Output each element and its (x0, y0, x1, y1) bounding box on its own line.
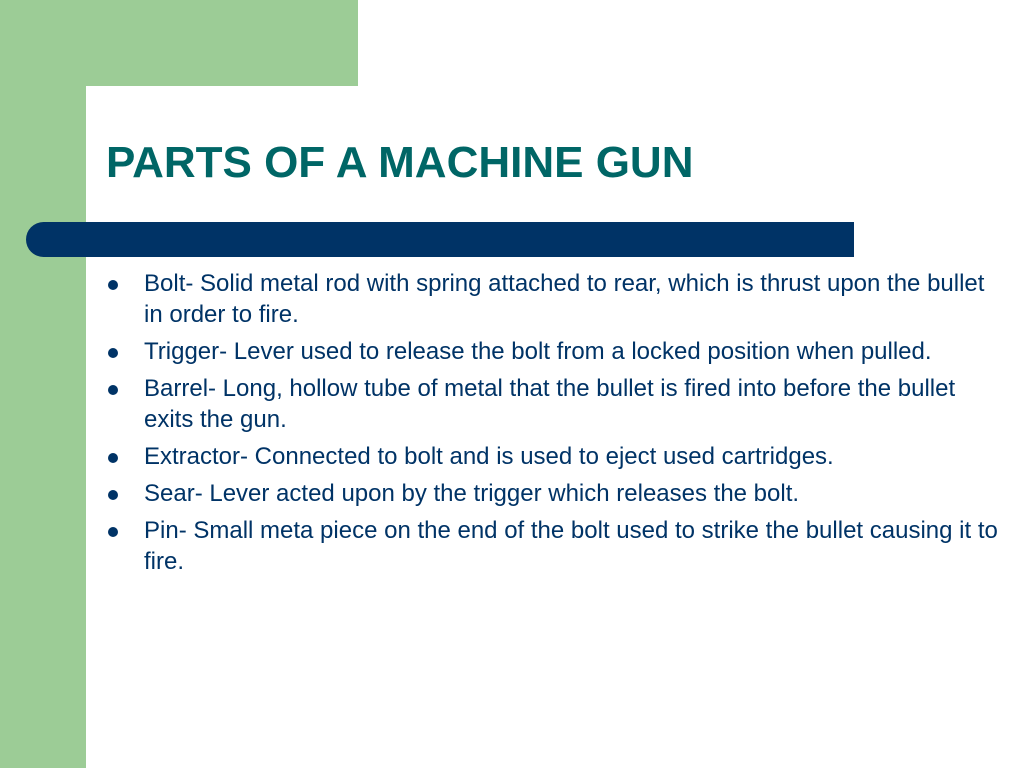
bullet-dot-icon (108, 527, 118, 537)
bullet-text: Extractor- Connected to bolt and is used to eject used cartridges. (144, 443, 834, 470)
bullet-dot-icon (108, 385, 118, 395)
bullet-item-extractor (106, 441, 1006, 472)
bullet-dot-icon (108, 348, 118, 358)
green-frame-left (0, 0, 86, 768)
bullet-text: Trigger- Lever used to release the bolt from a locked position when pulled. (144, 338, 932, 365)
bullet-item-barrel (106, 373, 1006, 435)
bullet-item-bolt (106, 268, 1006, 330)
bullet-dot-icon (108, 453, 118, 463)
title-divider-bar (26, 222, 854, 257)
bullet-item-trigger (106, 336, 1006, 367)
bullet-list (106, 268, 1006, 583)
bullet-text: Pin- Small meta piece on the end of the bolt used to strike the bullet causing it to fire. (144, 517, 998, 575)
green-frame-top (0, 0, 358, 86)
bullet-text: Bolt- Solid metal rod with spring attached to rear, which is thrust upon the bullet in order to fire. (144, 270, 985, 328)
slide-title: PARTS OF A MACHINE GUN (106, 138, 694, 187)
bullet-text: Sear- Lever acted upon by the trigger which releases the bolt. (144, 480, 800, 507)
bullet-item-pin (106, 515, 1006, 577)
bullet-dot-icon (108, 490, 118, 500)
bullet-item-sear (106, 478, 1006, 509)
bullet-text: Barrel- Long, hollow tube of metal that the bullet is fired into before the bullet exits the gun. (144, 375, 956, 433)
bullet-dot-icon (108, 280, 118, 290)
